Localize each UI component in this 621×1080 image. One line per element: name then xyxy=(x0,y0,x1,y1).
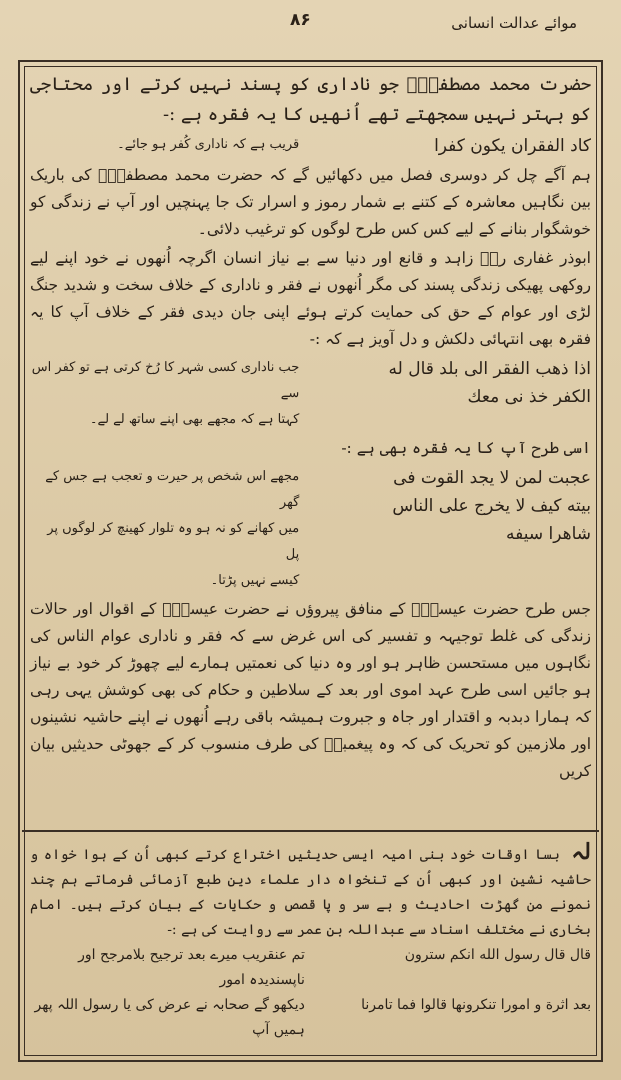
footnote xyxy=(30,840,591,1043)
footnote-mark: لہ xyxy=(571,839,591,865)
quote-3 xyxy=(30,464,591,594)
quote-2 xyxy=(30,355,591,433)
quote-2-arabic-1: اذا ذهب الفقر الی بلد قال له xyxy=(388,359,591,379)
paragraph-2: ابوذر غفاری رضؓ زاہد و قانع اور دنیا سے بے نیاز انسان اگرچہ اُنھوں نے خود اپنے لیے روکھی پھیکی زندگی پسند کی مگر اُنھوں نے فقر و ناداری کے خلاف سخت و شدید جنگ لڑی اور عوام کے حق کی حمایت کرتے ہوئے اپنی جان دیدی فقر کے خلاف آپ کا یہ فقرہ بھی انتہائی دلکش و دل آویز ہے کہ :- xyxy=(30,249,591,348)
page-number: ۸۶ xyxy=(290,10,311,30)
quote-1-translation: قریب ہے کہ ناداری کُفر ہو جائے۔ xyxy=(117,137,300,152)
quote-3-translation-2: میں کھانے کو نہ ہو وہ تلوار کھینچ کر لوگوں پر پل xyxy=(47,521,300,562)
paragraph-1: ہم آگے چل کر دوسری فصل میں دکھائیں گے کہ حضرت محمد مصطفیٰؐ کی باریک بین نگاہیں معاشرہ کے کتنے بے شمار رموز و اسرار تک جا پہنچیں اور آپ نے زندگی کو خوشگوار بنانے کے لیے کس کس طرح لوگوں کو ترغیب دلائی۔ xyxy=(30,166,591,238)
quote-3-arabic-3: شاهرا سیفه xyxy=(506,524,591,544)
running-head: موائے عدالت انسانی xyxy=(451,14,577,32)
main-text xyxy=(30,70,591,787)
footnote-row-2 xyxy=(30,993,591,1043)
footnote-divider xyxy=(22,830,599,832)
paragraph-4: جس طرح حضرت عیسیٰؑ کے منافق پیروؤں نے حضرت عیسیٰؑ کے اقوال اور حالات زندگی کی غلط توجیہہ و تفسیر کی اس غرض سے کہ فقر و ناداری عوام الناس کی نگاہوں میں مستحسن ظاہر ہو اور وہ دنیا کی نعمتیں ہمارے لیے چھوڑ کر خود بے نیاز ہو جائیں اسی طرح عہد اموی اور بعد کے سلاطین و حکام کی بھی کوشش یہی رہی کہ ہمارا دبدبہ و اقتدار اور جاہ و جبروت ہمیشہ باقی رہے اُنھوں نے اپنے حاشیہ نشینوں اور ملازمین کو تحریک کی کہ وہ پیغمبرؐ کی طرف منسوب کر کے جھوٹی حدیثیں بیان کریں xyxy=(30,600,591,780)
quote-1 xyxy=(30,132,591,160)
quote-3-translation-1: مجھے اس شخص پر حیرت و تعجب ہے جس کے گھر xyxy=(45,469,300,510)
quote-2-arabic-2: الکفر خذ نی معك xyxy=(467,387,591,407)
paragraph-3: اسی طرح آپ کا یہ فقرہ بھی ہے :- xyxy=(341,439,591,457)
footnote-text: بسا اوقات خود بنی امیہ ایسی حدیثیں اختراع کرتے کبھی اُن کے ہوا خواہ و حاشیہ نشین اور کبھی اُن کے تنخواہ دار علماء دین طبع آزمائی فرماتے ہم چند نمونے من گھڑت احادیث و بے سر و پا قصص و حکایات کے بیان کرتے ہیں۔ امام بخاری نے مختلف اسناد سے عبداللہ بن عمر سے روایت کی ہے :- xyxy=(30,847,591,938)
quote-2-translation-1: جب ناداری کسی شہر کا رُخ کرتی ہے تو کفر اس سے xyxy=(31,360,300,401)
intro-heading: حضرت محمد مصطفیٰؐ جو ناداری کو پسند نہیں کرتے اور محتاجی کو بہتر نہیں سمجھتے تھے اُنھیں کا یہ فقرہ ہے :- xyxy=(30,74,591,125)
footnote-row-1 xyxy=(30,943,591,993)
quote-2-translation-2: کہتا ہے کہ مجھے بھی اپنے ساتھ لے لے۔ xyxy=(89,412,300,427)
footnote-row-2-arabic: بعد اثرة و امورا تنکرونها قالوا فما تامرنا xyxy=(361,997,591,1013)
quote-3-translation-3: کیسے نہیں پڑتا۔ xyxy=(210,573,300,588)
quote-3-arabic-2: بیته کیف لا یخرج علی الناس xyxy=(392,496,591,516)
quote-1-arabic: کاد الفقران یکون کفرا xyxy=(434,136,591,156)
footnote-row-1-translation: تم عنقریب میرے بعد ترجیح بلامرجح اور ناپسندیدہ امور xyxy=(78,947,305,988)
footnote-row-1-arabic: قال قال رسول الله انکم سترون xyxy=(404,947,591,963)
quote-3-arabic-1: عجبت لمن لا یجد القوت فی xyxy=(393,468,591,488)
footnote-row-2-translation: دیکھو گے صحابہ نے عرض کی یا رسول اللہ پھر ہمیں آپ xyxy=(34,997,305,1038)
